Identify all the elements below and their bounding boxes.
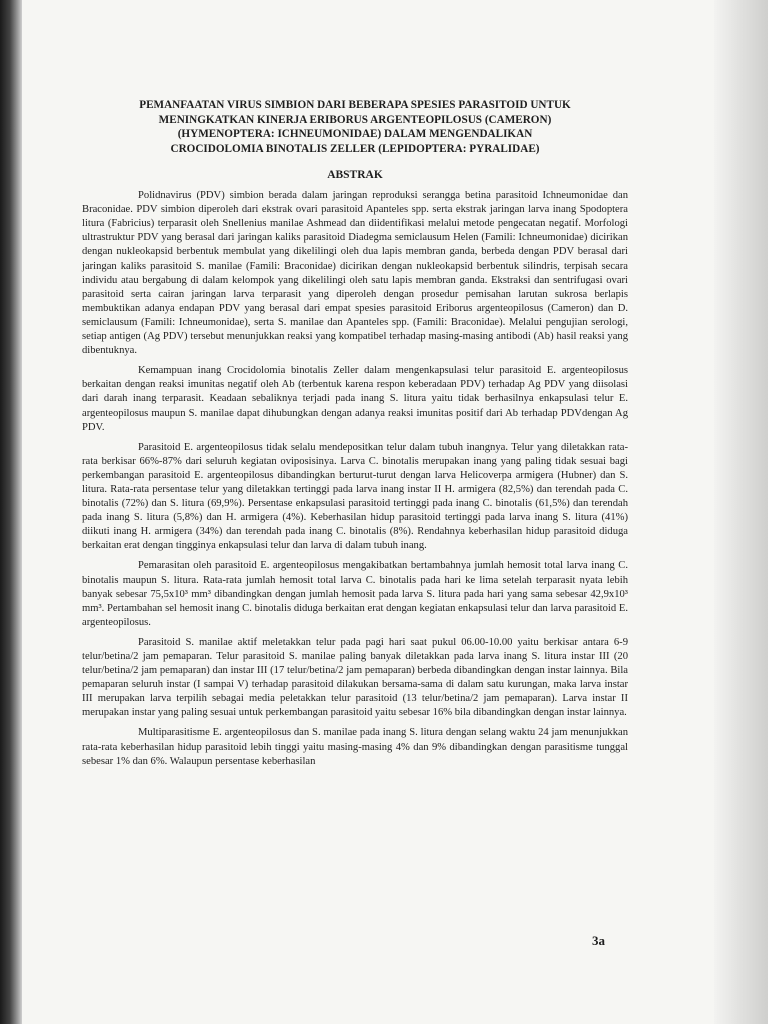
scan-left-edge [0, 0, 22, 1024]
paragraph: Parasitoid E. argenteopilosus tidak selalu mendepositkan telur dalam tubuh inangnya. Telur yang diletakkan rata-rata berkisar 66%-87% dari seluruh kegiatan oviposisinya. Larva C. binotalis merupakan inang yang paling tidak sesuai bagi perkembangan parasitoid E. argenteopilosus dibandingkan berturut-turut dengan larva Helicoverpa armigera (Hubner) dan S. litura. Rata-rata persentase telur yang diletakkan tertinggi pada larva inang instar II H. armigera (82,5%) dan terendah pada C. binotalis (72%) dan S. litura (69,9%). Persentase enkapsulasi parasitoid tertinggi pada inang C. binotalis (61,5%) dan terendah pada inang S. litura (5,8%) dan H. armigera (4%). Keberhasilan hidup parasitoid tertinggi pada larva inang S. litura (41%) diikuti inang H. armigera (34%) dan terendah pada inang C. binotalis (8%). Rendahnya keberhasilan hidup parasitoid diduga berkaitan erat dengan tingginya enkapsulasi telur dan larva di dalam tubuh inang. [82, 441, 628, 552]
page-number: 3a [592, 933, 605, 948]
paragraph: Polidnavirus (PDV) simbion berada dalam jaringan reproduksi serangga betina parasitoid Ichneumonidae dan Braconidae. PDV simbion diperoleh dari ekstrak ovari parasitoid Apanteles spp. serta ekstrak jaringan larva inang Spodoptera litura (Fabricius) terparasit oleh Snellenius manilae Ashmead dan diidentifikasi melalui metode pengecatan negatif. Morfologi ultrastruktur PDV yang berasal dari jaringan kaliks parasitoid Diadegma semiclausum Helen (Famili: Ichneumonidae) dicirikan dengan nukleokapsid berbentuk membulat yang dikelilingi oleh dua lapis membran ganda, berbeda dengan PDV berasal dari jaringan kaliks parasitoid S. manilae (Famili: Braconidae) dicirikan dengan nukleokapsid berbentuk silindris, terpisah secara individu atau bergabung di dalam kelompok yang dikelilingi oleh satu lapis membran ganda. Ekstraksi dan sentrifugasi ovari parasitoid serta cairan jaringan larva terparasit yang diperoleh dengan prosedur pemisahan larutan sukrosa berlapis membuktikan adanya endapan PDV yang berasal dari empat spesies parasitoid Eriborus argenteopilosus (Cameron) dan D. semiclausum (Famili: Ichneumonidae), serta S. manilae dan Apanteles spp. (Famili: Braconidae). Melalui pengujian serologi, setiap antigen (Ag PDV) tersebut menunjukkan reaksi yang kompatibel terhadap masing-masing antibodi (Ab) hasil reaksi yang dibentuknya. [82, 190, 628, 357]
document-page [22, 0, 714, 1024]
document-title [82, 98, 628, 156]
title-line: CROCIDOLOMIA BINOTALIS ZELLER (LEPIDOPTERA: PYRALIDAE) [170, 142, 540, 155]
title-line: MENINGKATKAN KINERJA ERIBORUS ARGENTEOPILOSUS (CAMERON) [158, 113, 552, 126]
scan-right-edge [714, 0, 768, 1024]
paragraph: Multiparasitisme E. argenteopilosus dan S. manilae pada inang S. litura dengan selang waktu 24 jam menunjukkan rata-rata keberhasilan hidup parasitoid lebih tinggi yaitu masing-masing 4% dan 9% dibandingkan dengan parasitisme tunggal sebesar 1% dan 6%. Walaupun persentase keberhasilan [82, 727, 628, 767]
paragraph: Kemampuan inang Crocidolomia binotalis Zeller dalam mengenkapsulasi telur parasitoid E. argenteopilosus berkaitan dengan reaksi imunitas negatif oleh Ab (terbentuk karena respon keberadaan PDV) terhadap Ag PDV yang diisolasi dari darah inang terparasit. Keadaan sebaliknya terjadi pada inang S. litura yaitu tidak berhasilnya enkapsulasi telur E. argenteopilosus maupun S. manilae dapat dihubungkan dengan adanya reaksi imunitas positif dari Ab terhadap PDVdengan Ag PDV. [82, 365, 628, 433]
section-heading: ABSTRAK [327, 169, 383, 181]
paragraph: Pemarasitan oleh parasitoid E. argenteopilosus mengakibatkan bertambahnya jumlah hemosit total larva inang C. binotalis maupun S. litura. Rata-rata jumlah hemosit total larva C. binotalis pada hari ke lima setelah terparasit nyata lebih banyak sebesar 75,5x10³ mm³ dibandingkan dengan jumlah hemosit pada larva S. litura pada hari yang sama sebesar 42,9x10³ mm³. Pertambahan sel hemosit inang C. binotalis diduga berkaitan erat dengan kegiatan enkapsulasi telur dan larva parasitoid E. argenteopilosus. [82, 560, 628, 628]
paragraph: Parasitoid S. manilae aktif meletakkan telur pada pagi hari saat pukul 06.00-10.00 yaitu berkisar antara 6-9 telur/betina/2 jam pemaparan. Telur parasitoid S. manilae paling banyak diletakkan pada larva inang S. litura instar III (20 telur/betina/2 jam pemaparan) dan instar III (17 telur/betina/2 jam pemaparan) berbeda dibandingkan dengan instar lainnya. Bila pemaparan seluruh instar (I sampai V) terhadap parasitoid dilakukan bersama-sama di dalam satu kurungan, maka larva instar III merupakan larva terpilih sebagai media peletakkan telur parasitoid (13 telur/betina/2 jam pemaparan). Larva instar II merupakan instar yang paling sesuai untuk perkembangan parasitoid yaitu sebesar 16% bila dibandingkan dengan instar lainnya. [82, 636, 628, 719]
title-line: (HYMENOPTERA: ICHNEUMONIDAE) DALAM MENGENDALIKAN [177, 128, 533, 140]
title-line: PEMANFAATAN VIRUS SIMBION DARI BEBERAPA SPESIES PARASITOID UNTUK [139, 99, 571, 111]
page-content [82, 98, 628, 775]
